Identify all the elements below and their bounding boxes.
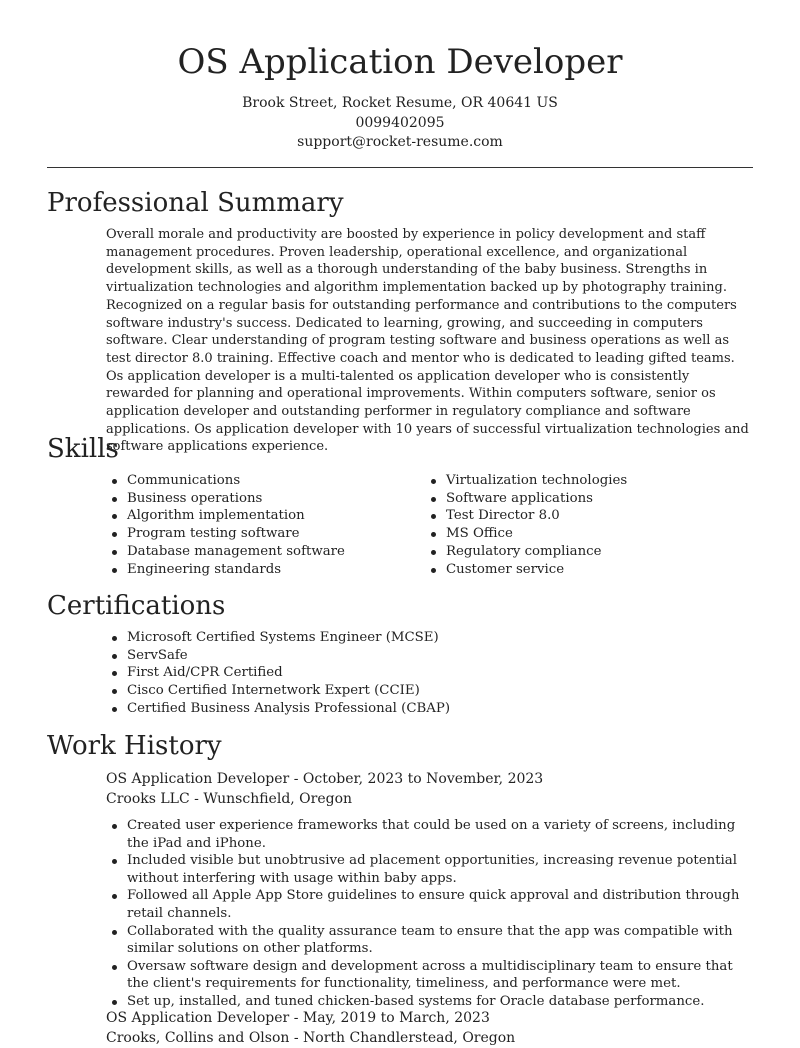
certification-item: Certified Business Analysis Professional (CBAP) — [106, 700, 746, 718]
contact-block — [0, 94, 800, 153]
job-bullet: Followed all Apple App Store guidelines to ensure quick approval and distribution through retail channels. — [106, 887, 746, 922]
job-bullet: Set up, installed, and tuned chicken-based systems for Oracle database performance. — [106, 993, 746, 1011]
summary-heading: Professional Summary — [47, 188, 344, 218]
skill-item: Algorithm implementation — [106, 507, 416, 525]
resume-header — [0, 0, 800, 153]
certification-item: Microsoft Certified Systems Engineer (MCSE) — [106, 629, 746, 647]
work-history-heading: Work History — [47, 731, 222, 761]
job-title: OS Application Developer - May, 2019 to March, 2023 — [106, 1010, 490, 1026]
job-bullet: Included visible but unobtrusive ad placement opportunities, increasing revenue potential without interfering with usage within baby apps. — [106, 852, 746, 887]
job-bullet: Collaborated with the quality assurance team to ensure that the app was compatible with similar solutions on other platforms. — [106, 923, 746, 958]
skill-item: Communications — [106, 472, 416, 490]
skill-item: Customer service — [425, 561, 745, 579]
header-divider — [47, 167, 753, 168]
skill-item: Virtualization technologies — [425, 472, 745, 490]
skill-item: Regulatory compliance — [425, 543, 745, 561]
job-company: Crooks LLC - Wunschfield, Oregon — [106, 791, 353, 807]
skill-item: Business operations — [106, 490, 416, 508]
candidate-name: OS Application Developer — [177, 42, 623, 82]
certification-item: ServSafe — [106, 647, 746, 665]
skill-item: Program testing software — [106, 525, 416, 543]
skill-item: MS Office — [425, 525, 745, 543]
skill-item: Database management software — [106, 543, 416, 561]
skill-item: Engineering standards — [106, 561, 416, 579]
summary-text: Overall morale and productivity are boosted by experience in policy development and staff management procedures. Proven leadership, operational excellence, and organizational development skills, as well as a thorough understanding of the baby business. Strengths in virtualization technologies and algorithm implementation backed up by photography training. Recognized on a regular basis for outstanding performance and contributions to the computers software industry's success. Dedicated to learning, growing, and succeeding in computers software. Clear understanding of program testing software and business operations as well as test director 8.0 training. Effective coach and mentor who is dedicated to leading gifted teams. Os application developer is a multi-talented os application developer who is consistently rewarded for planning and operational improvements. Within computers software, senior os application developer and outstanding performer in regulatory compliance and software applications. Os application developer with 10 years of successful virtualization technologies and software applications experience. — [106, 227, 749, 455]
certifications-list — [106, 629, 746, 718]
skill-item: Software applications — [425, 490, 745, 508]
skills-list-right — [425, 472, 745, 578]
job-company: Crooks, Collins and Olson - North Chandlerstead, Oregon — [106, 1030, 516, 1046]
job-bullet: Oversaw software design and development across a multidisciplinary team to ensure that the client's requirements for functionality, timeliness, and performance were met. — [106, 958, 746, 993]
job-entry — [106, 769, 756, 1011]
job-bullet: Created user experience frameworks that could be used on a variety of screens, including the iPad and iPhone. — [106, 817, 746, 852]
job-bullets — [106, 817, 746, 1011]
email-address: support@rocket-resume.com — [297, 134, 503, 150]
certification-item: First Aid/CPR Certified — [106, 664, 746, 682]
job-entry — [106, 1008, 756, 1048]
phone-number: 0099402095 — [355, 114, 445, 131]
address-line: Brook Street, Rocket Resume, OR 40641 US — [242, 95, 558, 111]
skills-heading: Skills — [47, 434, 119, 464]
skills-list-left — [106, 472, 416, 578]
certifications-heading: Certifications — [47, 591, 226, 621]
certification-item: Cisco Certified Internetwork Expert (CCIE) — [106, 682, 746, 700]
job-title: OS Application Developer - October, 2023 to November, 2023 — [106, 771, 544, 787]
skill-item: Test Director 8.0 — [425, 507, 745, 525]
